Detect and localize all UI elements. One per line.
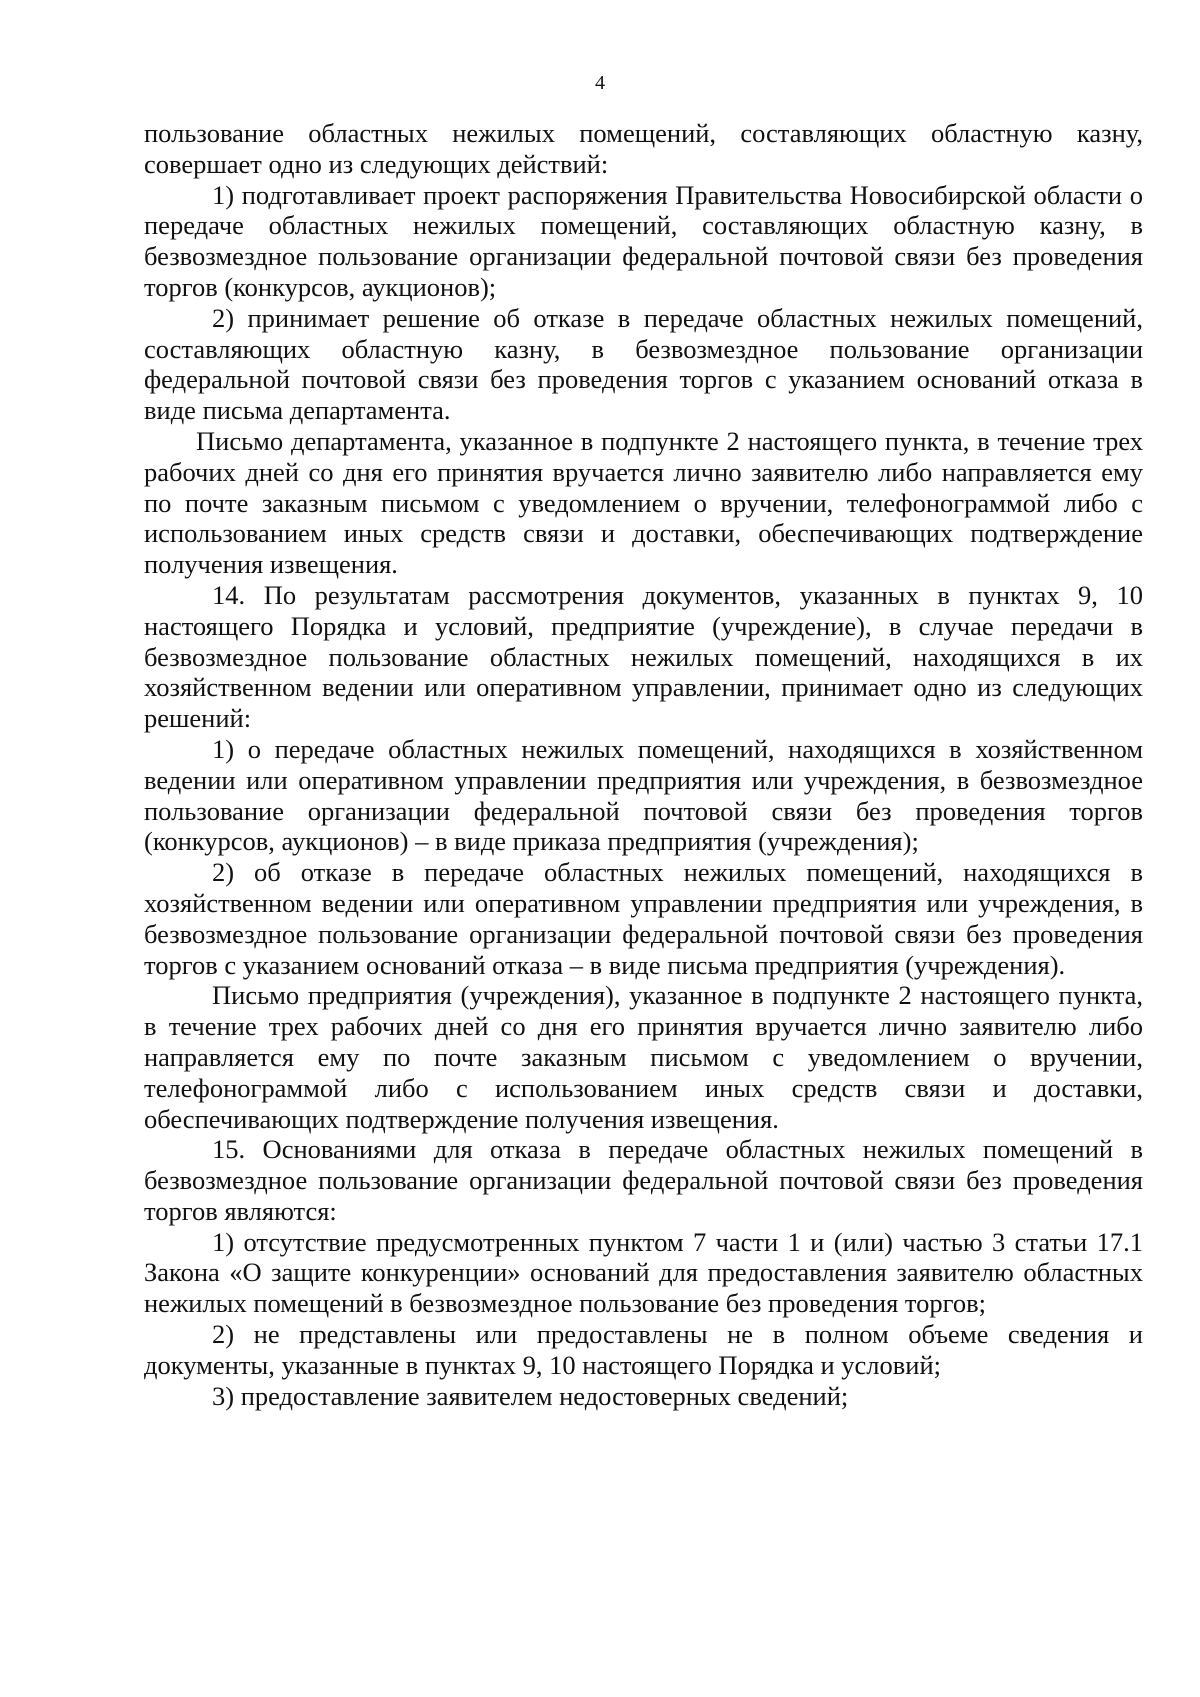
clause-14-item-2: 2) об отказе в передаче областных нежилых помещений, находящихся в хозяйственном ведении или оперативном управлении предприятия или учреждения, в безвозмездное пользование организации федеральной почтовой связи без проведения торгов с указанием оснований отказа – в виде письма предприятия (учреждения). (144, 857, 1143, 980)
clause-15-item-2: 2) не представлены или предоставлены не в полном объеме сведения и документы, указанные в пунктах 9, 10 настоящего Порядка и условий; (144, 1319, 1143, 1380)
page-number: 4 (595, 72, 605, 94)
list-item-1-prepare-order: 1) подготавливает проект распоряжения Правительства Новосибирской области о передаче областных нежилых помещений, составляющих областную казну, в безвозмездное пользование организации федеральной почтовой связи без проведения торгов (конкурсов, аукционов); (144, 179, 1143, 302)
clause-15-item-1: 1) отсутствие предусмотренных пунктом 7 части 1 и (или) частью 3 статьи 17.1 Закона «О защите конкуренции» оснований для предоставления заявителю областных нежилых помещений в безвозмездное пользование без проведения торгов; (144, 1226, 1143, 1319)
list-item-2-refusal-decision: 2) принимает решение об отказе в передаче областных нежилых помещений, составляющих областную казну, в безвозмездное пользование организации федеральной почтовой связи без проведения торгов с указанием оснований отказа в виде письма департамента. (144, 302, 1143, 426)
paragraph-enterprise-letter: Письмо предприятия (учреждения), указанное в подпункте 2 настоящего пункта, в течение трех рабочих дней со дня его принятия вручается лично заявителю либо направляется ему по почте заказным письмом с уведомлением о вручении, телефонограммой либо с использованием иных средств связи и доставки, обеспечивающих подтверждение получения извещения. (144, 980, 1143, 1134)
document-body (144, 118, 1143, 1411)
clause-15-item-3: 3) предоставление заявителем недостоверных сведений; (212, 1380, 849, 1411)
clause-15: 15. Основаниями для отказа в передаче областных нежилых помещений в безвозмездное пользование организации федеральной почтовой связи без проведения торгов являются: (144, 1134, 1143, 1226)
clause-14-item-1: 1) о передаче областных нежилых помещений, находящихся в хозяйственном ведении или оперативном управлении предприятия или учреждения, в безвозмездное пользование организации федеральной почтовой связи без проведения торгов (конкурсов, аукционов) – в виде приказа предприятия (учреждения); (144, 733, 1143, 857)
clause-14: 14. По результатам рассмотрения документов, указанных в пунктах 9, 10 настоящего Порядка и условий, предприятие (учреждение), в случае передачи в безвозмездное пользование областных нежилых помещений, находящихся в их хозяйственном ведении или оперативном управлении, принимает одно из следующих решений: (144, 579, 1143, 734)
paragraph-continuation: пользование областных нежилых помещений, составляющих областную казну, совершает одно из следующих действий: (144, 118, 1143, 179)
paragraph-department-letter: Письмо департамента, указанное в подпункте 2 настоящего пункта, в течение трех рабочих дней со дня его принятия вручается лично заявителю либо направляется ему по почте заказным письмом с уведомлением о вручении, телефонограммой либо с использованием иных средств связи и доставки, обеспечивающих подтверждение получения извещения. (144, 425, 1143, 580)
